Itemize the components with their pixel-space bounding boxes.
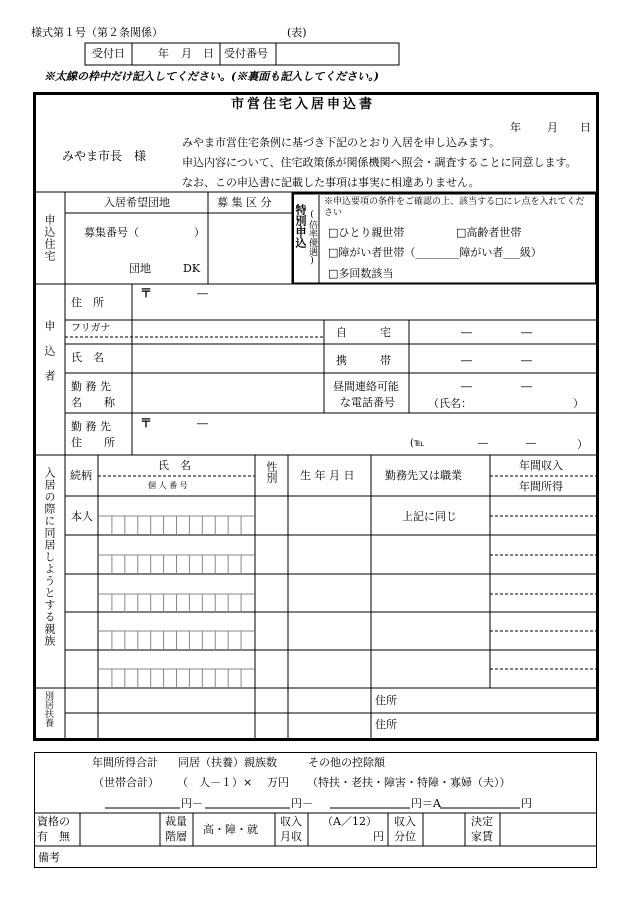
received-number-label: 受付番号 [224,47,268,60]
instruction-note: ※太線の枠中だけ記入してください。(※裏面も記入してください。) [44,70,379,83]
day-contact-label-2: な電話番号 [340,396,395,409]
rent-label-1: 決定 [471,815,493,828]
declaration-line-1: みやま市営住宅条例に基づき下記のとおり入居を申し込みます。 [182,136,501,149]
same-as-above: 上記に同じ [402,510,457,523]
calc-other-deductions: その他の控除額 [308,756,385,769]
formula-label: （A／12） [322,815,377,828]
day-contact-dash-1: ― [461,380,472,393]
declaration-line-3: なお、この申込書に記載した事項は事実に相違ありません。 [182,176,480,189]
remarks-label: 備考 [38,851,60,864]
work-postal-dash: ― [197,417,208,430]
furigana-label: フリガナ [71,323,111,334]
day-contact-dash-2: ― [521,380,532,393]
separate-address-label-1: 住所 [375,694,397,707]
monthly-income-label-2: 月収 [280,830,302,843]
qualification-label-1: 資格の [37,815,70,828]
annual-earnings-header: 年間所得 [519,480,563,493]
work-postal-mark: 〒 [140,416,153,430]
discretion-label-2: 階層 [165,830,187,843]
sex-header: 性別 [265,461,278,483]
calc-deduction-types: （特扶・老扶・障害・特障・寡婦（夫）） [307,776,511,789]
contact-name-close: ） [573,397,584,410]
birth-header: 生 年 月 日 [300,469,355,482]
work-address-label-1: 勤 務 先 [71,420,111,433]
calc-income-total: 年間所得合計 [92,756,158,769]
option-single-parent[interactable]: □ひとり親世帯 [328,226,405,239]
rent-label-2: 家賃 [471,830,493,843]
tel-close: ） [577,438,588,451]
special-note: ※申込要項の条件をご確認の上、該当する□にレ点を入れてください [324,197,585,218]
special-sub-label: (倍率優遇) [307,210,317,266]
name-header: 氏 名 [158,459,191,472]
formula-yen: 円 [373,830,384,843]
home-phone-dash-1: ― [461,326,472,339]
calc-yen-eq-a: 円＝A [411,797,441,810]
recruit-number-label: 募集番号（ ） [84,226,205,239]
dk-label: DK [183,262,201,275]
discretion-label-1: 裁量 [165,815,187,828]
declaration-line-2: 申込内容について、住宅政策係が関係機関へ照会・調査することに同意します。 [182,156,577,169]
received-year: 年 [158,47,169,60]
tel-dash-1: ― [478,438,488,449]
name-label: 氏 名 [71,351,104,364]
income-rank-label-2: 分位 [394,830,416,843]
qualification-label-2: 有 無 [37,830,70,843]
address-label: 住 所 [71,296,104,309]
received-day: 日 [203,47,214,60]
self-relation: 本人 [71,510,93,523]
personal-number-header: 個 人 番 号 [148,481,188,490]
tel-dash-2: ― [526,438,536,449]
home-phone-dash-2: ― [521,326,532,339]
addressee: みやま市長 様 [62,149,147,163]
calc-household-total: （世帯合計） [93,776,159,789]
calc-yen-minus-1: 円－ [181,797,203,810]
apply-day: 日 [580,121,591,134]
housing-side-label: 申込住宅 [43,214,56,262]
work-address-label-2: 住 所 [71,436,115,449]
calc-dependents: 同居（扶養）親族数 [178,756,277,769]
danchi-label: 団地 [129,262,151,275]
work-name-label-1: 勤 務 先 [71,380,111,393]
category-label: 募 集 区 分 [217,196,272,209]
received-month: 月 [181,47,192,60]
page-title: 市営住宅入居申込書 [231,97,376,112]
mobile-phone-dash-2: ― [521,354,532,367]
received-date-label: 受付日 [92,47,125,60]
form-number: 様式第１号（第２条関係） [31,26,163,39]
special-label: 特別申込 [294,204,307,248]
separate-side-label: 別居扶養 [43,691,53,727]
household-side-label: 入居の際に同居しようとする親族 [43,467,56,647]
types-label: 高・障・就 [203,823,258,836]
annual-income-header: 年間収入 [519,459,563,472]
calc-yen-end: 円 [521,797,532,810]
form-side: (表) [287,26,307,39]
postal-dash: ― [197,287,208,300]
calc-persons: （ 人－１）× [177,776,253,789]
calc-man-yen: 万円 [267,776,289,789]
complex-label: 入居希望団地 [104,196,170,209]
option-disabled[interactable]: □障がい者世帯（________障がい者___級） [328,246,542,259]
day-contact-label-1: 昼間連絡可能 [333,380,399,393]
option-multiple[interactable]: □多回数該当 [328,267,394,280]
income-rank-label-1: 収入 [394,815,416,828]
mobile-phone-dash-1: ― [461,354,472,367]
apply-month: 月 [547,121,558,134]
received-number-field[interactable] [277,44,398,64]
separate-address-label-2: 住所 [375,718,397,731]
option-elderly[interactable]: □高齢者世帯 [456,226,522,239]
tel-label: (℡ [410,438,425,449]
postal-mark: 〒 [140,286,153,300]
applicant-side-label: 申込者 [43,320,56,395]
home-phone-label: 自 宅 [336,326,391,339]
mobile-phone-label: 携 帯 [336,354,391,367]
relation-header: 続柄 [70,469,92,482]
contact-name-label: （氏名： [428,397,472,410]
work-header: 勤務先又は職業 [385,469,462,482]
monthly-income-label-1: 収入 [280,815,302,828]
apply-year: 年 [510,121,521,134]
work-name-label-2: 名 称 [71,396,115,409]
calc-yen-minus-2: 円－ [291,797,313,810]
